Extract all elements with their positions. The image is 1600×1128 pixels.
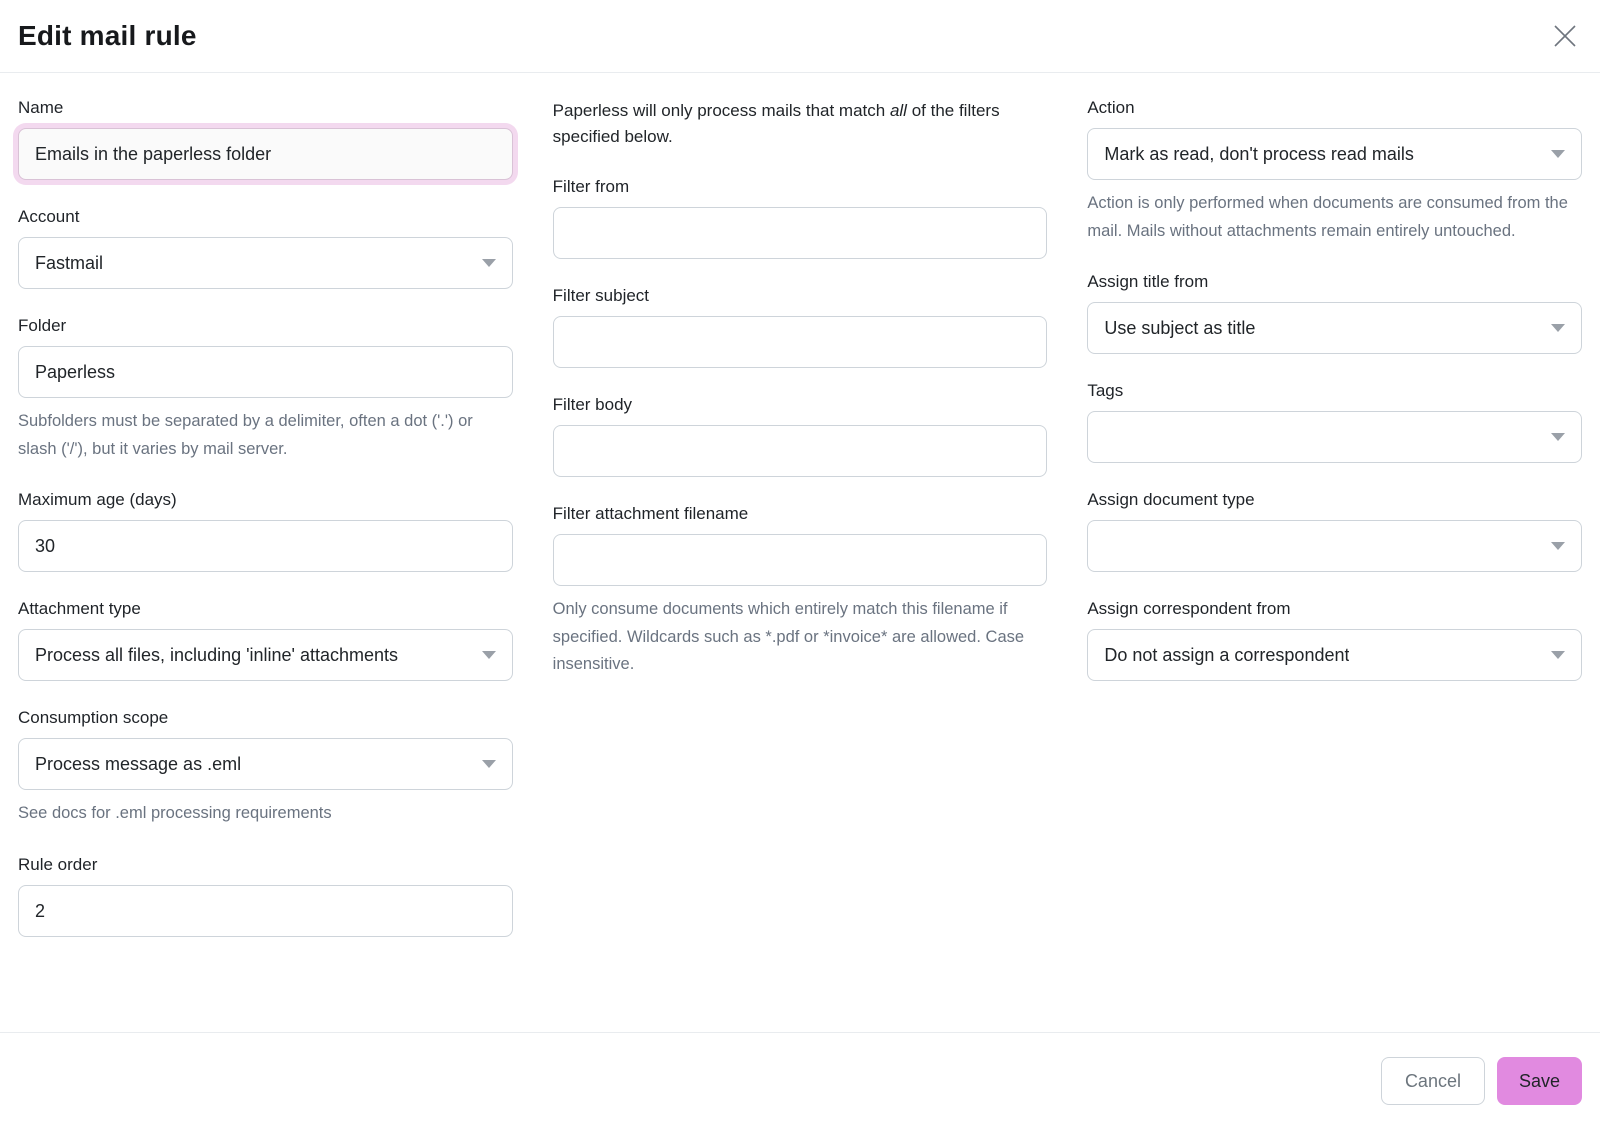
- document-type-field-group: [1087, 490, 1582, 572]
- consumption-scope-help-text: See docs for .eml processing requirements: [18, 804, 332, 823]
- consumption-scope-select[interactable]: [18, 738, 513, 790]
- folder-input[interactable]: [18, 346, 513, 398]
- filter-body-label: Filter body: [552, 395, 633, 414]
- filter-subject-label: Filter subject: [552, 286, 650, 305]
- folder-help-text: Subfolders must be separated by a delimiter, often a dot ('.') or slash ('/'), but it varies by mail server.: [18, 412, 473, 458]
- rule-order-input[interactable]: [18, 885, 513, 937]
- document-type-select[interactable]: [1087, 520, 1582, 572]
- filter-from-input[interactable]: [553, 207, 1048, 259]
- filter-subject-input[interactable]: [553, 316, 1048, 368]
- correspondent-select[interactable]: [1087, 629, 1582, 681]
- action-field-group: [1087, 98, 1582, 245]
- filters-intro-text: Paperless will only process mails that match all of the filters specified below.: [552, 101, 1000, 146]
- chevron-down-icon: [482, 259, 496, 267]
- assign-title-label: Assign title from: [1087, 272, 1209, 292]
- account-select-value: Fastmail: [35, 252, 104, 273]
- chevron-down-icon: [1551, 542, 1565, 550]
- account-field-group: [18, 207, 513, 289]
- rule-order-label: Rule order: [18, 855, 98, 875]
- consumption-scope-label: Consumption scope: [18, 708, 169, 728]
- chevron-down-icon: [1551, 433, 1565, 441]
- correspondent-select-value: Do not assign a correspondent: [1104, 644, 1350, 665]
- filter-attachment-field-group: [553, 504, 1048, 679]
- filter-attachment-input[interactable]: [553, 534, 1048, 586]
- name-field-group: [18, 98, 513, 180]
- chevron-down-icon: [1551, 651, 1565, 659]
- folder-field-group: [18, 316, 513, 463]
- tags-select[interactable]: [1087, 411, 1582, 463]
- folder-label: Folder: [18, 316, 67, 335]
- filter-from-field-group: [553, 177, 1048, 259]
- tags-label: Tags: [1087, 381, 1124, 401]
- filter-attachment-label: Filter attachment filename: [552, 504, 749, 523]
- assign-title-select[interactable]: [1087, 302, 1582, 354]
- filter-subject-field-group: [553, 286, 1048, 368]
- dialog-footer: [0, 1032, 1600, 1128]
- filter-attachment-help-text: Only consume documents which entirely match this filename if specified. Wildcards such as *.pdf or *invoice* are allowed. Case insensitive.: [552, 600, 1025, 674]
- action-select-value: Mark as read, don't process read mails: [1104, 143, 1414, 164]
- attachment-type-select-value: Process all files, including 'inline' attachments: [35, 644, 399, 665]
- action-label: Action: [1087, 98, 1135, 117]
- account-label: Account: [18, 207, 80, 226]
- chevron-down-icon: [482, 651, 496, 659]
- tags-field-group: [1087, 381, 1582, 463]
- save-button[interactable]: Save: [1497, 1057, 1582, 1105]
- chevron-down-icon: [1551, 324, 1565, 332]
- consumption-scope-field-group: [18, 708, 513, 828]
- rule-order-field-group: [18, 855, 513, 937]
- close-icon: [1552, 37, 1578, 52]
- correspondent-field-group: [1087, 599, 1582, 681]
- attachment-type-select[interactable]: [18, 629, 513, 681]
- max-age-input[interactable]: [18, 520, 513, 572]
- cancel-button[interactable]: Cancel: [1381, 1057, 1485, 1105]
- column-filters: [553, 98, 1048, 964]
- filter-body-input[interactable]: [553, 425, 1048, 477]
- consumption-scope-select-value: Process message as .eml: [35, 753, 242, 774]
- correspondent-label: Assign correspondent from: [1087, 599, 1291, 619]
- action-help-text: Action is only performed when documents are consumed from the mail. Mails without attachments remain entirely untouched.: [1087, 194, 1568, 240]
- filter-body-field-group: [553, 395, 1048, 477]
- max-age-label: Maximum age (days): [18, 490, 177, 510]
- close-button[interactable]: [1550, 21, 1580, 51]
- document-type-label: Assign document type: [1087, 490, 1255, 510]
- assign-title-field-group: [1087, 272, 1582, 354]
- account-select[interactable]: [18, 237, 513, 289]
- chevron-down-icon: [1551, 150, 1565, 158]
- action-select[interactable]: [1087, 128, 1582, 180]
- dialog-header: [0, 0, 1600, 73]
- dialog-body: [0, 73, 1600, 1032]
- filter-from-label: Filter from: [552, 177, 630, 196]
- name-label: Name: [18, 98, 64, 117]
- column-general: [18, 98, 513, 964]
- dialog-title: Edit mail rule: [18, 20, 197, 51]
- assign-title-select-value: Use subject as title: [1104, 317, 1256, 338]
- attachment-type-label: Attachment type: [18, 599, 141, 619]
- chevron-down-icon: [482, 760, 496, 768]
- max-age-field-group: [18, 490, 513, 572]
- column-actions: [1087, 98, 1582, 964]
- attachment-type-field-group: [18, 599, 513, 681]
- name-input[interactable]: [18, 128, 513, 180]
